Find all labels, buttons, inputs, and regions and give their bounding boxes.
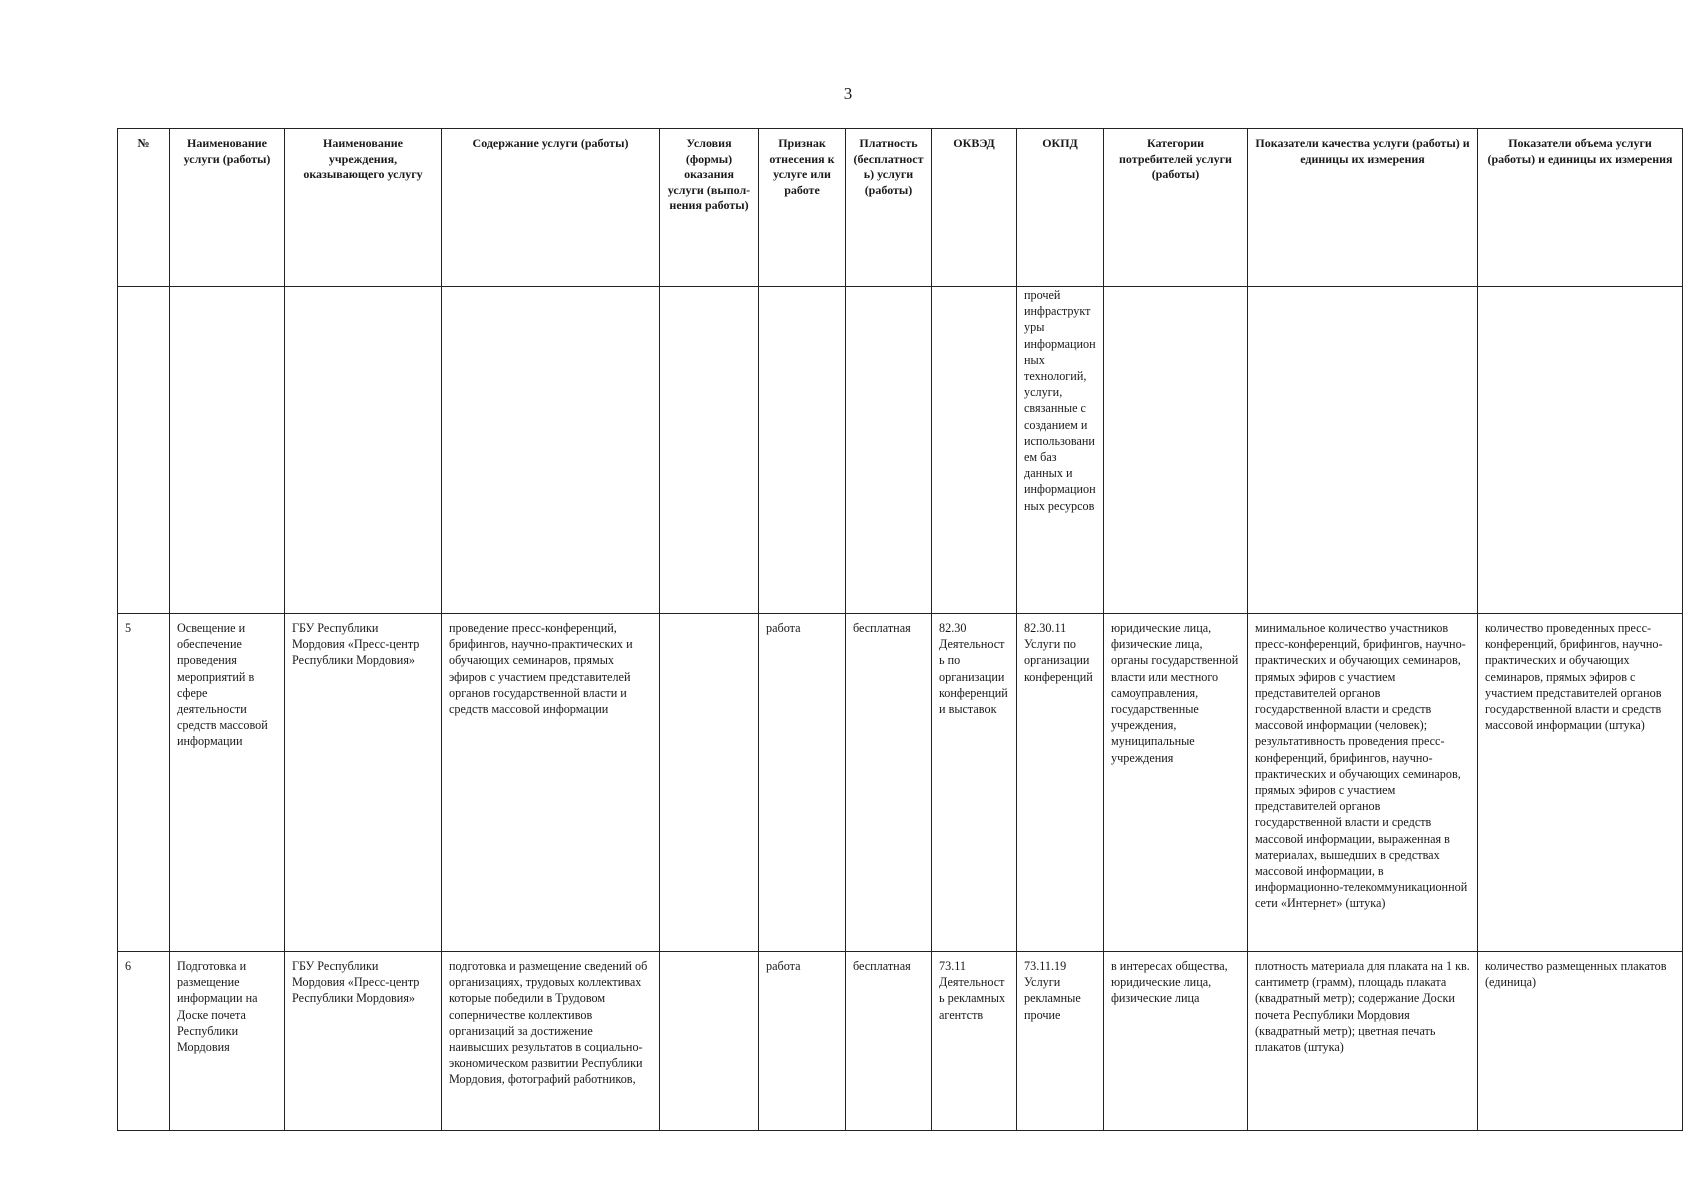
row-service-name: Подготовка и размещение информации на Доске почета Республики Мордовия — [170, 952, 285, 1131]
row-service-name: Освещение и обеспечение проведения мероприятий в сфере деятельности средств массовой информации — [170, 614, 285, 952]
header-categories: Категории потребителей услуги (работы) — [1104, 129, 1248, 287]
header-okpd: ОКПД — [1017, 129, 1104, 287]
row-institution: ГБУ Республики Мордовия «Пресс-центр Республики Мордовия» — [285, 952, 442, 1131]
row-sign: работа — [759, 952, 846, 1131]
table-cell — [1248, 287, 1478, 614]
header-institution: Наименование учреждения, оказывающего услугу — [285, 129, 442, 287]
row-institution: ГБУ Республики Мордовия «Пресс-центр Республики Мордовия» — [285, 614, 442, 952]
header-okved: ОКВЭД — [932, 129, 1017, 287]
row-categories: в интересах общества, юридические лица, физические лица — [1104, 952, 1248, 1131]
row-quality: плотность материала для плаката на 1 кв. сантиметр (грамм), площадь плаката (квадратный метр); содержание Доски почета Республики Мордовия (квадратный метр); цветная печать плакатов (штука) — [1248, 952, 1478, 1131]
row-okved: 82.30 Деятельность по организации конференций и выставок — [932, 614, 1017, 952]
row-okpd: 73.11.19 Услуги рекламные прочие — [1017, 952, 1104, 1131]
row-quality: минимальное количество участников пресс-конференций, брифингов, научно-практических и обучающих семинаров, прямых эфиров с участием представителей органов государственной власти и средств массовой информации (человек); результативность проведения пресс-конференций, брифингов, научно-практических и обучающих семинаров, прямых эфиров с участием представителей органов государственной власти и средств массовой информации, выраженная в материалах, вышедших в средствах массовой информации, в информационно-телекоммуникационной сети «Интернет» (штука) — [1248, 614, 1478, 952]
table-cell — [170, 287, 285, 614]
row-conditions — [660, 614, 759, 952]
table-cell — [442, 287, 660, 614]
continuation-okpd-cell: прочей инфраструктуры информационных технологий, услуги, связанные с созданием и использованием баз данных и информационных ресурсов — [1017, 287, 1104, 614]
row-num: 5 — [118, 614, 170, 952]
header-row — [118, 129, 1683, 287]
header-conditions: Условия (формы) оказания услуги (выпол-нения работы) — [660, 129, 759, 287]
row-content: проведение пресс-конференций, брифингов, научно-практических и обучающих семинаров, прямых эфиров с участием представителей органов государственной власти и средств массовой информации — [442, 614, 660, 952]
table-cell — [118, 287, 170, 614]
row-payment: бесплатная — [846, 952, 932, 1131]
table-cell — [285, 287, 442, 614]
row-okved: 73.11 Деятельность рекламных агентств — [932, 952, 1017, 1131]
table-cell — [846, 287, 932, 614]
table-cell — [1104, 287, 1248, 614]
row-volume: количество проведенных пресс-конференций, брифингов, научно-практических и обучающих семинаров, прямых эфиров с участием представителей органов государственной власти и средств массовой информации (штука) — [1478, 614, 1683, 952]
header-content: Содержание услуги (работы) — [442, 129, 660, 287]
row-content: подготовка и размещение сведений об организациях, трудовых коллективах которые победили в Трудовом соперничестве коллективов организаций за достижение наивысших результатов в социально-экономическом развитии Республики Мордовия, фотографий работников, — [442, 952, 660, 1131]
row-num: 6 — [118, 952, 170, 1131]
row-payment: бесплатная — [846, 614, 932, 952]
table-row — [118, 614, 1683, 952]
table-row — [118, 952, 1683, 1131]
row-sign: работа — [759, 614, 846, 952]
table-cell — [932, 287, 1017, 614]
row-volume: количество размещенных плакатов (единица) — [1478, 952, 1683, 1131]
continuation-row — [118, 287, 1683, 614]
row-categories: юридические лица, физические лица, органы государственной власти или местного самоуправления, государственные учреждения, муниципальные учреждения — [1104, 614, 1248, 952]
table-cell — [759, 287, 846, 614]
header-service-name: Наименование услуги (работы) — [170, 129, 285, 287]
header-num: № — [118, 129, 170, 287]
row-okpd: 82.30.11 Услуги по организации конференций — [1017, 614, 1104, 952]
header-payment: Платность (бесплатность) услуги (работы) — [846, 129, 932, 287]
header-quality: Показатели качества услуги (работы) и единицы их измерения — [1248, 129, 1478, 287]
services-table — [117, 128, 1683, 1131]
header-sign: Признак отнесения к услуге или работе — [759, 129, 846, 287]
row-conditions — [660, 952, 759, 1131]
table-cell — [1478, 287, 1683, 614]
page-number: 3 — [843, 84, 853, 103]
table-cell — [660, 287, 759, 614]
header-volume: Показатели объема услуги (работы) и единицы их измерения — [1478, 129, 1683, 287]
